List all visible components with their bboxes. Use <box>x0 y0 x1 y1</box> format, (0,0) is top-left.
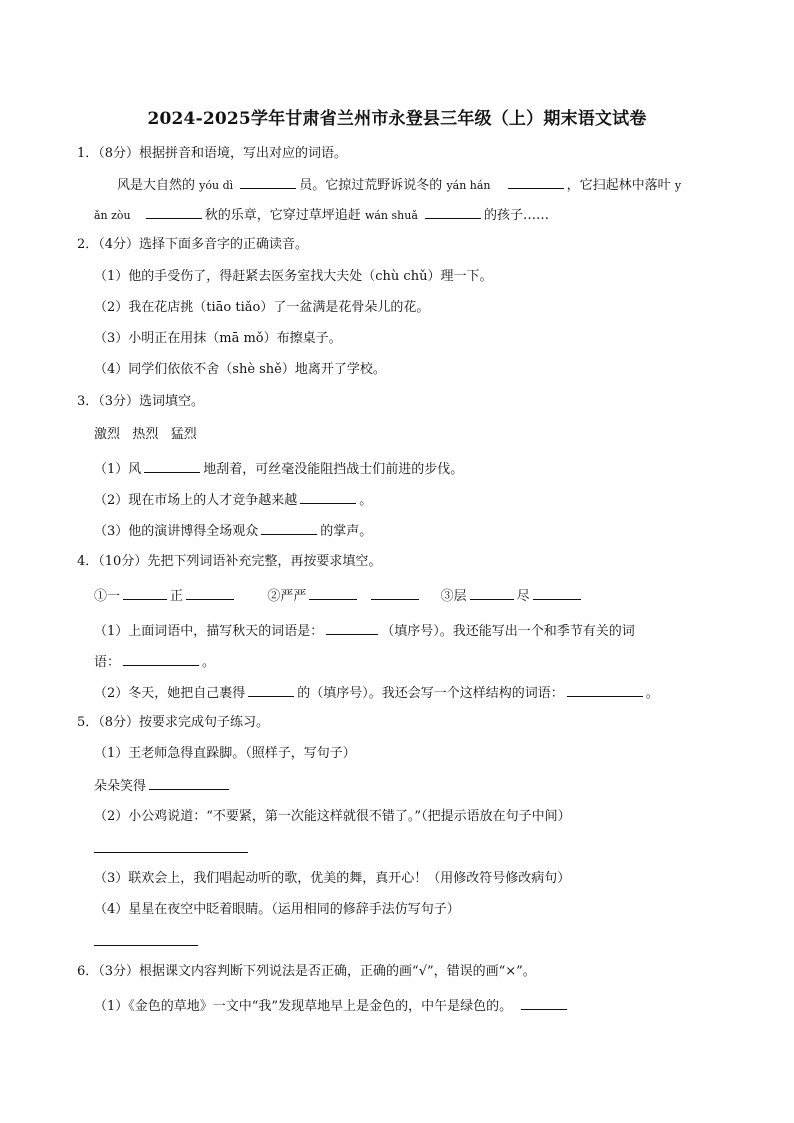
q5-item-2: （2）小公鸡说道：“不要紧，第一次能这样就很不错了。”（把提示语放在句子中间） <box>94 809 571 824</box>
q4-blank[interactable] <box>371 586 419 600</box>
q1-text: 风是大自然的 <box>117 178 196 193</box>
q3-item-3 <box>94 521 372 541</box>
q1-text: 员。它掠过荒野诉说冬的 <box>299 178 443 193</box>
q4-blank[interactable] <box>567 683 643 697</box>
q3-text: （3）他的演讲博得全场观众 <box>94 524 259 539</box>
q3-text: （2）现在市场上的人才竞争越来越 <box>94 493 298 508</box>
q3-heading: 3．（3分）选词填空。 <box>77 394 205 409</box>
page-title: 2024-2025学年甘肃省兰州市永登县三年级（上）期末语文试卷 <box>147 109 647 129</box>
q5-item-4: （4）星星在夜空中眨着眼睛。（运用相同的修辞手法仿写句子） <box>94 902 460 917</box>
q4-text: 。 <box>645 686 659 701</box>
q5-item-3: （3）联欢会上，我们唱起动听的歌，优美的舞，真开心！（用修改符号修改病句） <box>94 871 571 886</box>
q6-blank[interactable] <box>521 996 567 1010</box>
q3-text: 地刮着，可丝毫没能阻挡战士们前进的步伐。 <box>203 462 464 477</box>
q4-word-3: 尽 <box>516 589 530 604</box>
q2-item-4: （4）同学们依依不舍（shè shě）地离开了学校。 <box>94 362 386 377</box>
q1-line-1 <box>117 175 681 195</box>
q4-text: （2）冬天，她把自己裹得 <box>94 686 246 701</box>
q4-word-1: 正 <box>170 589 184 604</box>
q3-blank-3[interactable] <box>261 521 317 535</box>
q4-words-row <box>94 586 584 606</box>
q5-item-1-answer <box>94 776 232 796</box>
q4-word-2: ②严严 <box>267 589 307 604</box>
q4-blank[interactable] <box>470 586 514 600</box>
q1-blank-1[interactable] <box>240 175 296 189</box>
q4-blank[interactable] <box>309 586 357 600</box>
q5-text: 朵朵笑得 <box>94 779 147 794</box>
q2-item-1: （1）他的手受伤了，得赶紧去医务室找大夫处（chù chǔ）理一下。 <box>94 269 493 284</box>
q4-blank[interactable] <box>533 586 581 600</box>
q4-text: 语： <box>94 655 121 670</box>
q4-text: （1）上面词语中，描写秋天的词语是： <box>94 624 324 639</box>
q1-pinyin: ǎn zòu <box>94 209 131 222</box>
q1-pinyin: yóu dì <box>199 179 234 192</box>
q6-text: （1）《金色的草地》一文中“我”发现草地早上是金色的，中午是绿色的。 <box>94 999 513 1014</box>
q3-blank-1[interactable] <box>144 459 200 473</box>
q1-pinyin: y <box>674 179 682 192</box>
q4-word-1: ①一 <box>94 589 121 604</box>
q4-blank[interactable] <box>123 586 167 600</box>
q4-item-1 <box>94 621 635 641</box>
q1-blank-4[interactable] <box>425 205 481 219</box>
q2-item-3: （3）小明正在用抹（mā mǒ）布擦桌子。 <box>94 331 342 346</box>
q3-item-2 <box>94 490 372 510</box>
q3-text: 的掌声。 <box>320 524 373 539</box>
q1-heading: 1．（8分）根据拼音和语境，写出对应的词语。 <box>77 146 348 161</box>
q1-text: ，它扫起林中落叶 <box>566 178 671 193</box>
q4-blank[interactable] <box>326 621 378 635</box>
q3-text: （1）风 <box>94 462 142 477</box>
q4-text: （填序号）。我还能写出一个和季节有关的词 <box>381 624 635 639</box>
q3-item-1 <box>94 459 463 479</box>
q6-item-1 <box>94 996 570 1016</box>
q4-heading: 4．（10分）先把下列词语补充完整，再按要求填空。 <box>77 554 382 569</box>
q2-heading: 2．（4分）选择下面多音字的正确读音。 <box>77 237 309 252</box>
q1-pinyin: wán shuǎ <box>364 209 418 222</box>
q5-answer-line[interactable] <box>94 852 248 853</box>
q5-blank[interactable] <box>149 776 229 790</box>
q2-item-2: （2）我在花店挑（tiāo tiǎo）了一盆满是花骨朵儿的花。 <box>94 300 430 315</box>
q4-word-3: ③层 <box>440 589 467 604</box>
q3-blank-2[interactable] <box>300 490 356 504</box>
q5-heading: 5．（8分）按要求完成句子练习。 <box>77 715 270 730</box>
q3-word-bank: 激烈 热烈 猛烈 <box>94 427 197 442</box>
q1-pinyin: yán hán <box>446 179 491 192</box>
q1-line-2 <box>94 205 549 225</box>
q4-text: 的（填序号）。我还会写一个这样结构的词语： <box>297 686 564 701</box>
q1-text: 秋的乐章，它穿过草坪追赶 <box>204 208 361 223</box>
q5-item-1: （1）王老师急得直跺脚。（照样子，写句子） <box>94 746 356 761</box>
q3-text: 。 <box>359 493 373 508</box>
q4-blank[interactable] <box>248 683 294 697</box>
q4-blank[interactable] <box>186 586 234 600</box>
q1-blank-2[interactable] <box>508 175 564 189</box>
q1-text: 的孩子…… <box>484 208 550 223</box>
q1-blank-3[interactable] <box>146 205 202 219</box>
q4-blank[interactable] <box>123 652 199 666</box>
q5-answer-line[interactable] <box>94 945 198 946</box>
q6-heading: 6．（3分）根据课文内容判断下列说法是否正确，正确的画“√”，错误的画“×”。 <box>77 964 536 979</box>
q4-item-1-cont <box>94 652 215 672</box>
q4-text: 。 <box>202 655 216 670</box>
q4-item-2 <box>94 683 659 703</box>
